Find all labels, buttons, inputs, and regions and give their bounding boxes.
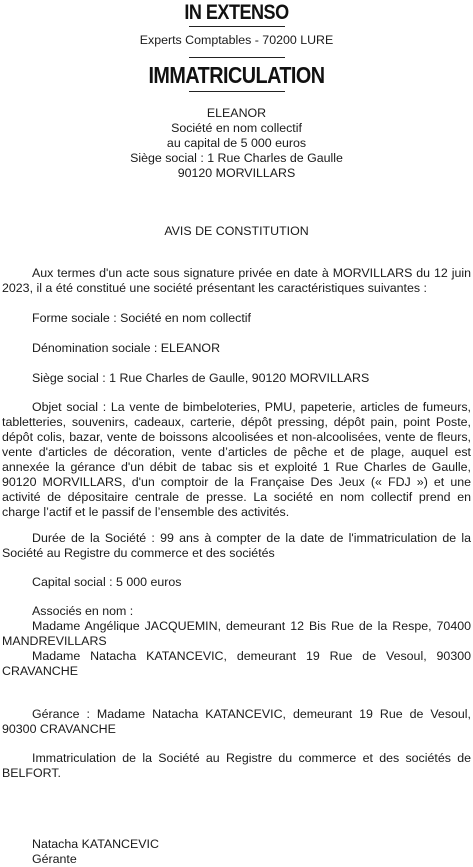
associe-2: Madame Natacha KATANCEVIC, demeurant 19 Rue de Vesoul, 90300 CRAVANCHE bbox=[2, 649, 471, 678]
company-line: au capital de 5 000 euros bbox=[166, 136, 307, 150]
header-divider bbox=[189, 26, 285, 27]
notice-title: AVIS DE CONSTITUTION bbox=[164, 224, 309, 238]
intro-paragraph: Aux termes d'un acte sous signature privée en date à MORVILLARS du 12 juin 2023, il a été constitué une société présentant les caractéristiques suivantes : bbox=[2, 266, 471, 295]
signature-name: Natacha KATANCEVIC bbox=[32, 837, 159, 851]
firm-name: IN EXTENSO bbox=[184, 1, 289, 24]
capital-social: Capital social : 5 000 euros bbox=[32, 575, 182, 589]
associes-label: Associés en nom : bbox=[32, 604, 134, 618]
section-divider-bottom bbox=[189, 91, 285, 92]
header bbox=[0, 2, 473, 92]
associe-1: Madame Angélique JACQUEMIN, demeurant 12 Bis Rue de la Respe, 70400 MANDREVILLARS bbox=[2, 619, 471, 648]
company-line: 90120 MORVILLARS bbox=[177, 166, 296, 180]
siege-social: Siège social : 1 Rue Charles de Gaulle, 90120 MORVILLARS bbox=[32, 371, 370, 385]
signature-role: Gérante bbox=[32, 852, 77, 866]
section-title: IMMATRICULATION bbox=[148, 62, 325, 88]
company-block bbox=[0, 106, 473, 181]
gerance: Gérance : Madame Natacha KATANCEVIC, demeurant 19 Rue de Vesoul, 90300 CRAVANCHE bbox=[2, 707, 471, 736]
immatriculation: Immatriculation de la Société au Registre du commerce et des sociétés de BELFORT. bbox=[2, 751, 471, 780]
duree-societe: Durée de la Société : 99 ans à compter de la date de l'immatriculation de la Société au Registre du commerce et des sociétés bbox=[2, 531, 471, 560]
company-line: ELEANOR bbox=[206, 106, 267, 120]
denomination-sociale: Dénomination sociale : ELEANOR bbox=[32, 341, 221, 355]
section-divider-top bbox=[189, 57, 285, 58]
objet-social: Objet social : La vente de bimbeloteries, PMU, papeterie, articles de fumeurs, tabletteries, souvenirs, cadeaux, carterie, dépôt pressing, dépôt pain, point Poste, dépôt colis, bazar, vente de boissons alcoolisées et non-alcoolisées, vente de fleurs, vente d'articles de décoration, vente d’articles de pêche et de plage, auquel est annexée la gérance d'un débit de tabac sis et exploité 1 Rue Charles de Gaulle, 90120 MORVILLARS, d'un comptoir de la Française Des Jeux (« FDJ ») et une activité de dépositaire centrale de presse. La société en nom collectif prend en charge l’actif et le passif de l’ensemble des activités. bbox=[2, 400, 471, 519]
firm-details: Experts Comptables - 70200 LURE bbox=[139, 33, 334, 47]
company-line: Siège social : 1 Rue Charles de Gaulle bbox=[130, 151, 343, 165]
forme-sociale: Forme sociale : Société en nom collectif bbox=[32, 311, 251, 325]
company-line: Société en nom collectif bbox=[171, 121, 302, 135]
